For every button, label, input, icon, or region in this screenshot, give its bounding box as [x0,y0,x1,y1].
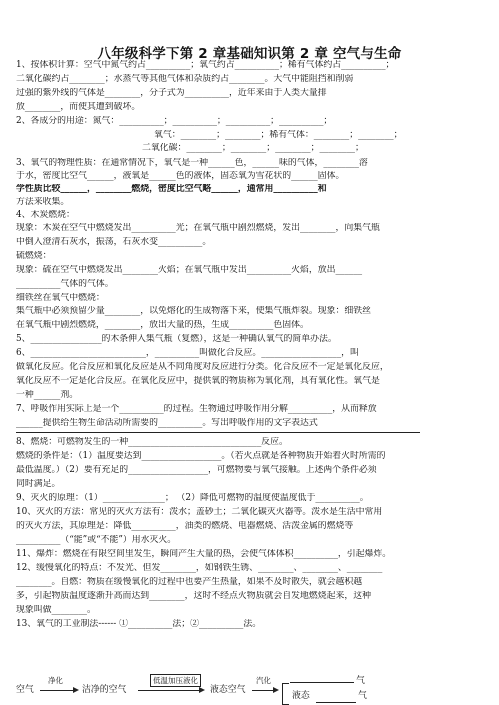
answer-line [16,432,420,433]
text-line: 13、氧气的工业制法------ ①__________法；②__________法。 [16,619,262,629]
text-line: 于水，密度比空气______，液氧是______色的液体，固态氧为雪花状的______固体。 [16,171,345,181]
text-line: 细铁丝在氧气中燃烧： [16,293,105,303]
text-line: 硫燃烧： [16,251,52,261]
text-line: 10、灭火的方法：常见的灭火方法有：泼水；盖砂土；二氧化碳灭火器等。泼水是生活中常用 [16,507,383,517]
text-line: ________。自燃：物质在缓慢氧化的过程中也要产生热量，如果不及时散失，就会越积越 [16,577,363,587]
text-line: 现象：木炭在空气中燃烧发出__________光；在氧气瓶中剧烈燃烧，发出________，向集气瓶 [16,223,380,233]
flow-step-vaporize: 汽化 [256,676,271,685]
text-line: 二氧化碳：________；________；________；________； [142,143,364,153]
flow-gas-lower: 气 [358,691,367,701]
flow-arrow-line [138,690,200,691]
text-line: 一种______剂。 [16,390,79,400]
branch-bracket [282,683,289,705]
text-line: 现象叫做________。 [16,605,96,615]
text-line: 3、氧气的物理性质：在通常情况下，氧气是一种______色，______味的气体，________溶 [16,158,368,168]
document-title: 八年级科学下第 2 章基础知识第 2 章 空气与生命 [97,46,402,62]
text-line: 放________，而使其遭到破坏。 [16,102,141,112]
blank-line [316,702,356,703]
text-line: 多，引起物质温度逐渐升高而达到________，这时不经点火物质就会自发地燃烧起来，这种 [16,591,371,601]
flow-step-liquefy: 低温加压液化 [150,674,201,687]
text-line: 1、按体积计算：空气中氮气约占__________；氧气约占__________；稀有气体约占__________； [16,60,395,70]
text-line: 8、燃烧：可燃物发生的一种______________________________反应。 [16,437,288,447]
flow-arrow-line [252,690,274,691]
text-line: 12、缓慢氧化的特点：不发光、但发________，如钢铁生锈、________、________、________ [16,563,383,573]
text-line: 5、________________的木条伸入集气瓶（复燃），这是一种确认氧气的简单办法。 [16,334,337,344]
text-line: 在氧气瓶中剧烈燃烧，________，放出大量的热，生成__________色固体。 [16,320,309,330]
flow-arrow-line [40,690,74,691]
text-line: 2、各成分的用途：氮气：__________；__________；__________；__________； [16,116,333,126]
text-line: 氧气：________；________；稀有气体：________；________； [154,130,403,140]
flow-liquid: 液态 [292,691,310,701]
text-line: __________（“能”或“不能”）用水灭火。 [16,535,177,545]
text-line: 的灭火方法，其原理是：降低__________，油类的燃烧、电器燃烧、活泼金属的燃烧等 [16,521,354,531]
text-line: __________气体的气体。 [16,279,114,289]
text-line: 6、__________________________，__________叫做化合反应。__________________，叫 [16,348,359,358]
blank-line [290,682,354,683]
arrow-right-icon [273,687,279,693]
flow-step-purify: 净化 [48,676,63,685]
text-line: 过强的紫外线的气体是________，分子式为__________，近年来由于人类大量排 [16,88,327,98]
text-line: ______提供给生物生命活动所需要的__________。写出呼吸作用的文字表达式 [16,418,318,428]
text-line: 9、灭火的原理：（1）______________； （2）降低可燃物的温度使温度低于__________。 [16,493,369,503]
text-line: 7、呼吸作用实际上是一个__________的过程。生物通过呼吸作用分解__________，从而释放 [16,404,377,414]
arrow-right-icon [73,687,79,693]
text-line: 二氧化碳约占________；水蒸气等其他气体和杂质约占________。大气中能阻挡和削弱 [16,74,354,84]
text-line: 做氧化反应。化合反应和氧化反应是从不同角度对反应进行分类。化合反应不一定是氧化反应， [16,362,389,372]
flow-liquid-air: 液态空气 [210,685,246,695]
text-line: 学性质比较______，________燃烧，密度比空气略______，通常用__________和 [16,184,327,194]
text-line: 4、木炭燃烧： [16,210,75,220]
text-line: 11、爆炸：燃烧在有限空间里发生，瞬间产生大量的热，会使气体体积__________，引起爆炸。 [16,549,392,559]
flow-air: 空气 [16,685,34,695]
text-line: 方法来收集。 [16,197,70,207]
text-line: 现象：硫在空气中燃烧发出________火焰；在氧气瓶中发出__________火焰，放出______ [16,265,363,275]
flow-gas-upper: 气 [356,676,365,686]
text-line: 最低温度。）（2）要有充足的__________________，可燃物要与氧气接触。上述两个条件必须 [16,465,377,475]
text-line: 氧化反应不一定是化合反应。在氧化反应中，提供氧的物质称为氧化剂，具有氧化性。氧气是 [16,376,380,386]
text-line: 同时满足。 [16,479,61,489]
text-line: 中倒入澄清石灰水，振荡，石灰水变__________。 [16,237,212,247]
text-line: 燃烧的条件是：（1）温度要达到__________________。（若火点就是各种物质开始着火时所需的 [16,451,386,461]
text-line: 集气瓶中必须预留少量________，以免熔化的生成物落下来，使集气瓶炸裂。现象：细铁丝 [16,306,371,316]
flow-clean-air: 洁净的空气 [82,685,127,695]
arrow-right-icon [199,687,205,693]
